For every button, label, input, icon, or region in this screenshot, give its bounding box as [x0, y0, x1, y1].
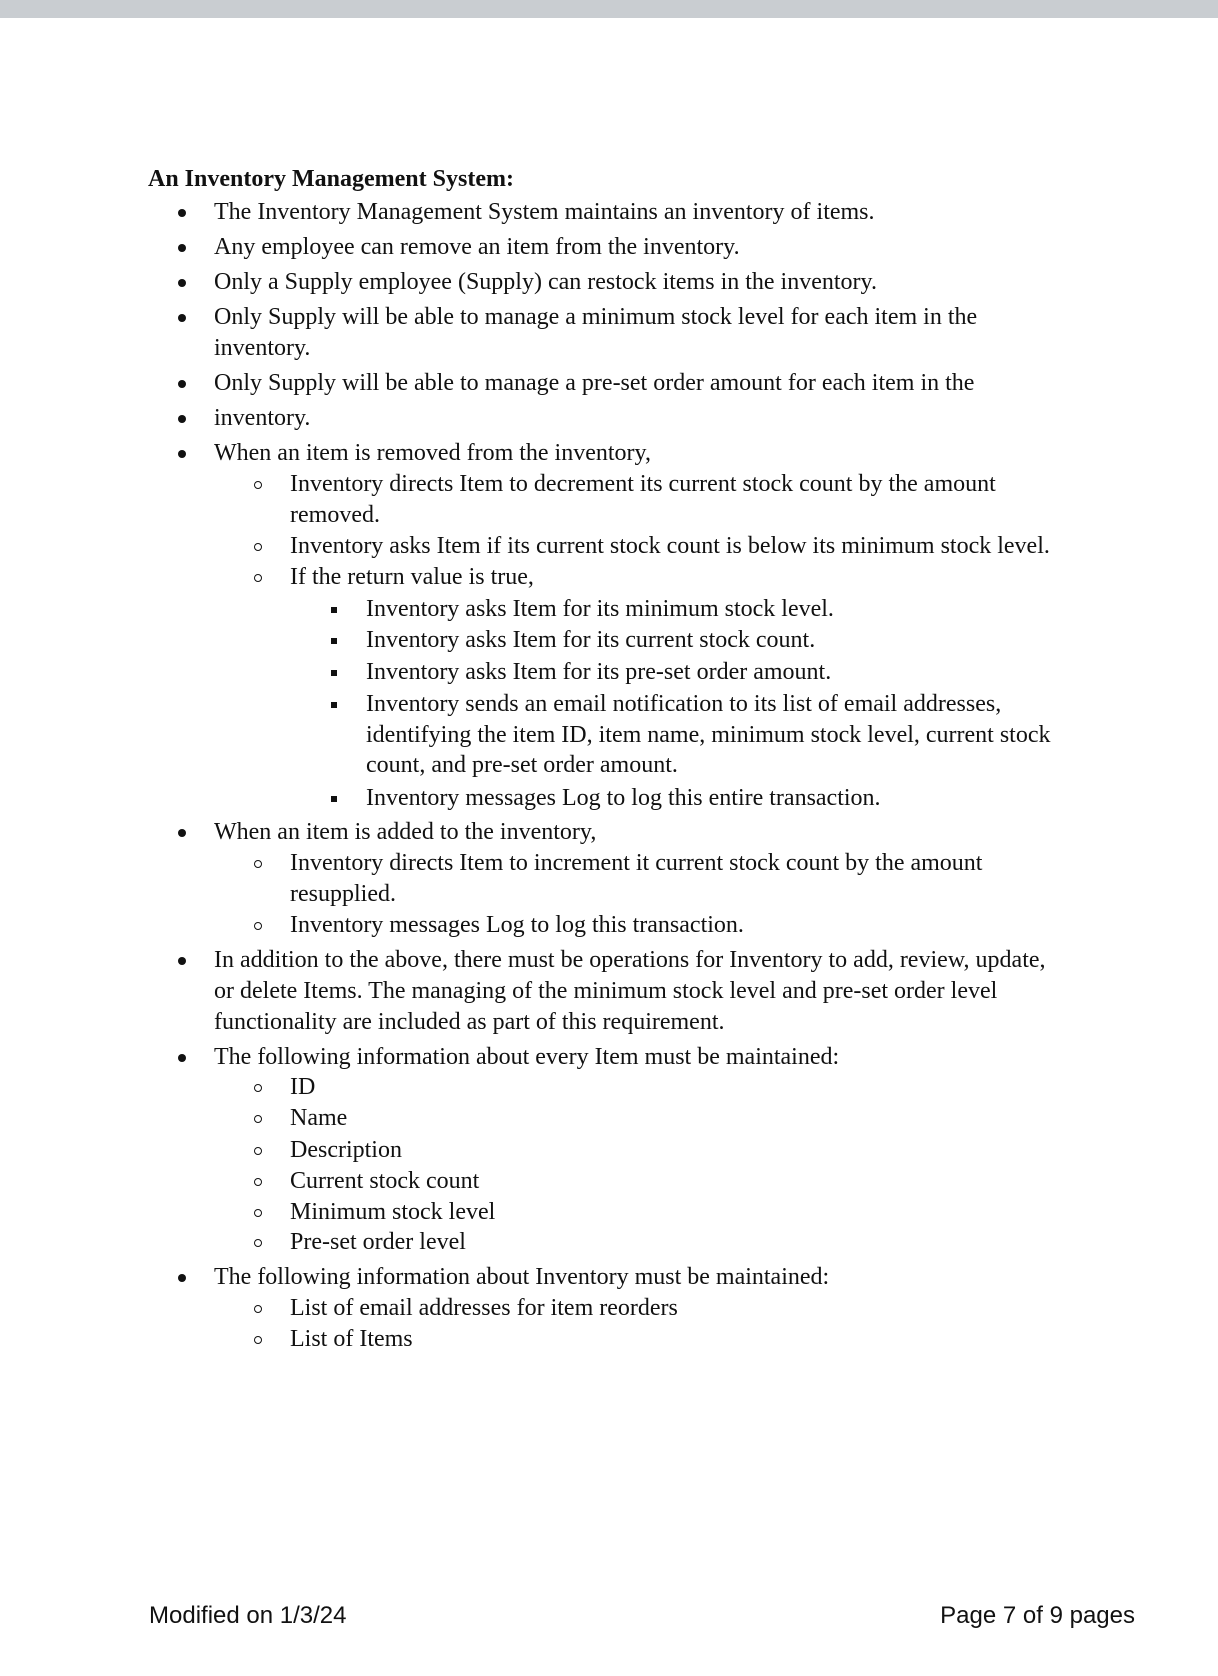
bullet-dot-icon [178, 380, 186, 388]
list-item-text: In addition to the above, there must be operations for Inventory to add, review, update, [214, 947, 1046, 973]
list-item [214, 438, 651, 468]
list-item-text: Inventory messages Log to log this transaction. [290, 912, 744, 938]
list-item-text: Inventory asks Item if its current stock count is below its minimum stock level. [290, 533, 1050, 559]
list-item-text: Inventory messages Log to log this entire transaction. [366, 785, 881, 811]
footer-page-number: Page 7 of 9 pages [940, 1602, 1135, 1629]
bullet-dot-icon [178, 314, 186, 322]
list-item [214, 1007, 725, 1037]
list-item [366, 625, 815, 655]
bullet-square-icon [331, 638, 337, 644]
list-item-text: resupplied. [290, 881, 396, 907]
bullet-dot-icon [178, 209, 186, 217]
list-item-text: Inventory directs Item to increment it current stock count by the amount [290, 850, 983, 876]
list-item-text: identifying the item ID, item name, minimum stock level, current stock [366, 722, 1051, 748]
bullet-circle-icon [254, 1305, 262, 1313]
list-item-text: Only a Supply employee (Supply) can restock items in the inventory. [214, 269, 877, 295]
list-item-text: Inventory sends an email notification to its list of email addresses, [366, 691, 1002, 717]
list-item [290, 469, 996, 499]
bullet-circle-icon [254, 1084, 262, 1092]
list-item-text: Inventory asks Item for its current stock count. [366, 627, 816, 653]
list-item-text: The following information about every Item must be maintained: [214, 1044, 840, 1070]
list-item [366, 720, 1051, 750]
list-item-text: Inventory asks Item for its minimum stock level. [366, 596, 834, 622]
list-item [290, 531, 1050, 561]
list-item-text: The following information about Inventory must be maintained: [214, 1264, 830, 1290]
list-item [214, 368, 974, 398]
list-item-text: List of Items [290, 1326, 413, 1352]
bullet-dot-icon [178, 415, 186, 423]
list-item [214, 817, 596, 847]
list-item [290, 562, 534, 592]
list-item [290, 1197, 495, 1227]
bullet-dot-icon [178, 957, 186, 965]
list-item-text: Description [290, 1137, 402, 1163]
list-item-text: or delete Items. The managing of the minimum stock level and pre-set order level [214, 978, 998, 1004]
bullet-square-icon [331, 670, 337, 676]
list-item [366, 750, 678, 780]
list-item [214, 403, 310, 433]
list-item-text: The Inventory Management System maintains an inventory of items. [214, 199, 875, 225]
list-item-text: If the return value is true, [290, 564, 534, 590]
list-item-text: removed. [290, 502, 380, 528]
bullet-circle-icon [254, 1209, 262, 1217]
list-item-text: Inventory asks Item for its pre-set order amount. [366, 659, 832, 685]
list-item-text: count, and pre-set order amount. [366, 752, 678, 778]
document-heading: An Inventory Management System: [148, 166, 514, 192]
list-item [290, 910, 744, 940]
list-item-text: Only Supply will be able to manage a minimum stock level for each item in the [214, 304, 978, 330]
list-item [290, 1166, 479, 1196]
list-item [290, 879, 396, 909]
list-item [290, 1072, 315, 1102]
list-item-text: Only Supply will be able to manage a pre-set order amount for each item in the [214, 370, 975, 396]
list-item [214, 333, 310, 363]
list-item-text: ID [290, 1074, 316, 1100]
list-item [214, 1262, 829, 1292]
bullet-circle-icon [254, 922, 262, 930]
list-item [214, 197, 875, 227]
list-item-text: Any employee can remove an item from the inventory. [214, 234, 740, 260]
list-item-text: inventory. [214, 405, 311, 431]
list-item [214, 1042, 839, 1072]
list-item [214, 302, 977, 332]
bullet-dot-icon [178, 244, 186, 252]
footer-modified-date: Modified on 1/3/24 [149, 1602, 347, 1629]
bullet-dot-icon [178, 829, 186, 837]
list-item [214, 232, 740, 262]
list-item [290, 1324, 413, 1354]
list-item [214, 945, 1046, 975]
bullet-circle-icon [254, 1239, 262, 1247]
bullet-circle-icon [254, 1336, 262, 1344]
list-item [366, 594, 834, 624]
list-item-text: Name [290, 1105, 348, 1131]
bullet-circle-icon [254, 1178, 262, 1186]
bullet-dot-icon [178, 1274, 186, 1282]
bullet-dot-icon [178, 450, 186, 458]
list-item [214, 267, 877, 297]
bullet-square-icon [331, 702, 337, 708]
list-item [290, 1135, 402, 1165]
list-item [366, 657, 831, 687]
bullet-square-icon [331, 607, 337, 613]
list-item-text: When an item is removed from the inventory, [214, 440, 651, 466]
bullet-circle-icon [254, 543, 262, 551]
bullet-dot-icon [178, 279, 186, 287]
list-item [290, 500, 380, 530]
bullet-circle-icon [254, 574, 262, 582]
list-item-text: Current stock count [290, 1168, 480, 1194]
list-item-text: List of email addresses for item reorders [290, 1295, 678, 1321]
bullet-dot-icon [178, 1054, 186, 1062]
list-item [366, 689, 1001, 719]
bullet-circle-icon [254, 1115, 262, 1123]
list-item [290, 848, 982, 878]
list-item [290, 1227, 466, 1257]
list-item [214, 976, 997, 1006]
list-item-text: functionality are included as part of this requirement. [214, 1009, 725, 1035]
bullet-circle-icon [254, 860, 262, 868]
list-item-text: Pre-set order level [290, 1229, 466, 1255]
bullet-circle-icon [254, 481, 262, 489]
bullet-circle-icon [254, 1147, 262, 1155]
list-item-text: When an item is added to the inventory, [214, 819, 597, 845]
list-item-text: Inventory directs Item to decrement its current stock count by the amount [290, 471, 996, 497]
bullet-square-icon [331, 796, 337, 802]
list-item [290, 1103, 347, 1133]
list-item [290, 1293, 678, 1323]
list-item-text: Minimum stock level [290, 1199, 496, 1225]
list-item-text: inventory. [214, 335, 311, 361]
list-item [366, 783, 881, 813]
